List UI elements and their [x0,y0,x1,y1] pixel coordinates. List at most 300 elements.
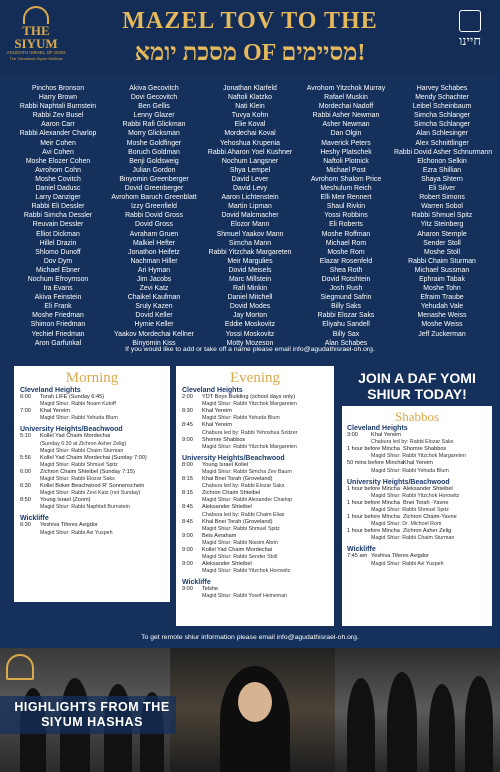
name-entry: Izzy Greenfield [131,203,177,211]
name-entry: Moshe Tohn [423,285,461,293]
name-entry: Rabbi Alexander Charlop [19,130,97,138]
photo-figure [429,684,455,772]
name-entry: Naftoli Plotnick [323,157,369,165]
name-entry: Avrohom Shalom Price [310,175,382,183]
name-entry: Michael Sussman [414,266,470,274]
schedule-location: Khal Yereim [371,432,401,438]
name-entry: Meir Margulies [227,257,273,265]
schedule-location: Khal Bnei Torah (Groveland) [202,475,273,482]
schedule-row [20,433,164,440]
name-entry: Shaul Rivkin [326,203,366,211]
schedule-time: 1 hour before Mincha [347,485,400,492]
schedule-detail: Magid Shiur: Rabbi Avi Yuspeh [40,529,113,536]
photo-figure [387,672,417,772]
schedule-location: Khal Yereim [40,408,70,415]
join-heading-line2: SHIUR TODAY! [367,386,467,402]
photo-figure [465,676,493,772]
schedule-location: Telshe [202,586,219,593]
name-entry: Benji Goldsweig [129,157,179,165]
schedule-row [182,462,328,469]
schedule-time: 9:00 [182,436,193,443]
schedule-detail: Chabura led by: Rabbi Elozar Saks [202,483,285,490]
name-entry: Aaron Lichtenstein [221,194,279,202]
name-entry: Pinchos Bronson [31,85,85,92]
schedule-time: 8:50 [20,497,31,504]
morning-title: Morning [65,370,119,386]
name-entry: Moshe Stoll [423,248,460,256]
name-entry: Elliot Dickman [36,230,80,238]
name-entry: Aaron Carr [41,121,75,129]
schedule-detail: Magid Shiur: Rabbi Noam Kutoff [40,401,116,408]
photo-crowd-right [335,648,500,772]
schedule-location: Young Israel (Zoom) [40,497,91,504]
schedule-time: 6:00 [20,468,31,475]
schedule-time: 6:30 [20,522,31,529]
schedule-row [182,476,328,483]
name-entry: Akiva Feinstein [34,294,82,302]
name-entry: Alan Schlesinger [416,130,468,138]
schedule-detail: Magid Shiur: Rabbi Yitzchok Margareten [202,401,297,408]
schedule-row [20,408,164,415]
evening-body [182,387,328,600]
schedule-time: 1 hour before Mincha [347,528,400,535]
name-entry: Eddie Moskovitz [224,321,276,329]
schedule-location: Zichron Chaim Shteibel (Sunday 7:15) [40,468,135,475]
schedule-time: 5:56 [20,454,31,461]
name-entry: Rabbi Zev Busel [32,112,84,120]
name-entry: Morry Glicksman [128,130,180,138]
schedule-detail: Magid Shiur: Rabbi Shmuel Spitz [40,461,118,468]
name-entry: Elazar Rosenfeld [319,257,373,265]
schedule-row [20,394,164,401]
name-entry: Dovid Meisels [228,266,272,274]
name-entry: Yossi Robbins [324,212,368,220]
header-banner [0,0,500,74]
name-entry: Rabbi Simcha Dessler [23,212,93,220]
name-entry: Reuvain Dessler [32,221,84,229]
name-entry: Nochum Efroymson [27,275,89,283]
names-column [10,84,106,348]
schedule-location: Beis Avraham [202,532,237,539]
schedule-location: Aleksander Shteibel [403,485,453,492]
name-entry: Heshy Platschek [320,148,372,156]
section-heading: Wickliffe [20,515,49,523]
schedule-location: Shomre Shabbos [403,446,447,453]
name-entry: Moshe Covitch [35,175,81,183]
name-entry: Avrohom Cohn [35,166,81,174]
schedule-detail: Magid Shiur: Rabbi Shmuel Spitz [371,506,449,513]
schedule-time: 9:00 [182,532,193,539]
name-entry: Ben Gellis [138,103,170,111]
schedule-location: Kollel Yad Chaim Mordechai [202,546,273,553]
name-entry: Josh Rush [329,285,363,293]
name-entry: Siegmund Safrin [320,294,372,302]
schedule-detail: Chabura led by: Rabbi Chaim Elias [202,511,285,518]
section-heading: University Heights/Beachwood [20,426,123,434]
schedule-row [20,522,164,529]
page-title-line2: מסכת יומא OF מסיימים! [134,40,366,66]
name-entry: Boruch Goldman [128,148,180,156]
name-entry: Chaikel Kaufman [127,294,181,302]
schedule-row [347,500,487,507]
schedule-detail: Magid Shiur: Rabbi Yitzchok Horowitz [371,492,460,499]
schedule-row [347,432,487,439]
name-entry: Eliyahu Sandell [322,321,370,329]
schedule-time: 7:45 am [347,553,368,560]
name-entry: Moshe Goldfinger [126,139,182,147]
name-entry: Yechiel Friedman [31,330,85,338]
schedule-detail: Magid Shiur: Rabbi Chaim Sturman [371,535,455,542]
name-entry: Harvey Schabes [416,85,468,92]
name-entry: Yossi Moskovitz [225,330,275,338]
schedule-time: 1 hour before Mincha [347,513,400,520]
morning-body [20,387,164,537]
chayeinu-emblem-icon [446,8,494,66]
remote-shiur-note: To get remote shiur information please email info@agudathisrael-oh.org. [141,634,359,641]
name-entry: Yitz Steinberg [420,221,464,229]
schedule-detail: Magid Shiur: Rabbi Yehuda Blum [40,415,118,422]
name-entry: Aharon Stemple [417,230,467,238]
name-entry: Avrohom Yitzchok Murray [306,85,386,92]
evening-title: Evening [230,370,280,386]
chayeinu-logo-text: חיינו [458,34,482,49]
schedule-location: Khal Yereim [403,460,433,467]
name-entry: Maverick Peters [321,139,371,147]
name-entry: Julian Gordon [132,166,176,174]
name-entry: Elozor Mann [230,221,270,229]
schedule-detail: Magid Shiur: Rabbi Yosef Heineman [202,593,288,600]
name-entry: Hillel Drazin [39,239,77,247]
name-entry: Eli Frank [44,303,72,311]
schedule-location: Zichron Chaim Shteibel [202,490,261,497]
name-entry: Daniel Mitchell [227,294,273,302]
photo-figure [347,678,375,772]
schedule-location: Kollel Yad Chaim Mordechai [40,433,111,440]
schedule-time: 8:30 [182,408,193,415]
name-entry: Elchonon Selkin [417,157,467,165]
name-entry: Dovid Modes [229,303,271,311]
schedule-row [20,469,164,476]
name-entry: Akiva Gecovitch [129,85,179,92]
name-entry: Dovid Rotshtein [321,275,371,283]
name-entry: Shaya Shtern [421,175,463,183]
schedule-detail: Magid Shiur: Rabbi Simcha Zev Baum [202,468,292,475]
name-entry: Sender Stoll [423,239,461,247]
names-column [106,84,202,348]
name-entry: Dovid Gross [135,221,173,229]
name-entry: Marc Millstein [228,275,272,283]
schedule-detail: Magid Shiur: Dr. Michoel Rom [371,521,442,528]
name-entry: Dov Dym [43,257,73,265]
name-entry: Efraim Traube [420,294,464,302]
name-entry: Eli Silver [428,185,456,193]
name-entry: Malkiel Hefter [132,239,176,247]
siyum-crest-icon [6,6,66,64]
schedule-time: 9:00 [182,586,193,593]
name-entry: Rafael Muskin [324,94,368,102]
name-entry: Jay Morton [232,312,268,320]
name-entry: Nati Klein [235,103,265,111]
name-entry: Binyomin Greenberger [119,175,189,183]
name-entry: Moshe Weiss [421,321,463,329]
schedule-row [182,422,328,429]
name-entry: Jeff Zuckerman [418,330,466,338]
name-entry: Dan Olgin [330,130,362,138]
schedule-row [182,519,328,526]
name-entry: Moshe Roffman [321,230,371,238]
schedule-detail: Magid Shiur: Rabbi Sender Stoll [202,554,278,561]
page-title-line1: MAZEL TOV TO THE [122,8,378,34]
name-entry: Larry Danziger [35,194,81,202]
name-entry: Michael Post [326,166,366,174]
name-entry: Rabbi Yitzchak Margareten [208,248,292,256]
schedule-row [347,460,487,467]
schedule-location: Yeshiva Tiferes Avigdor [371,553,429,560]
names-column [298,84,394,348]
name-entry: Daniel Dadusc [35,185,81,193]
schedule-row [182,547,328,554]
schedule-detail: Magid Shiur: Rabbi Naphtali Burnstein [40,504,130,511]
section-heading: Wickliffe [182,579,211,587]
schedule-row [20,483,164,490]
schedule-location: Aleksander Shteibel [202,504,252,511]
name-entry: David Levy [232,185,268,193]
name-entry: Dovi Gecovitch [130,94,178,102]
photo-face [238,682,272,722]
schedule-location: Zichron Asher Zelig [403,528,452,535]
name-entry: Michael Ebner [35,266,81,274]
name-entry: Nochum Langsner [221,157,279,165]
schedule-detail: Chabura led by: Rabbi Elozar Saks [371,439,454,446]
schedule-row [347,514,487,521]
schedule-time: 6:30 [20,482,31,489]
name-entry: Leibel Scheinbaum [412,103,472,111]
name-entry: Tuvya Kohn [231,112,269,120]
name-entry: Rafi Minkin [232,285,268,293]
schedule-location: YDT Boys Building (school days only) [202,394,296,400]
schedule-row [347,528,487,535]
schedule-location: Aleksander Shteibel [202,561,252,568]
name-entry: Moshe Rom [327,248,365,256]
schedule-detail: Magid Shiur: Rabbi Yitzchok Horowitz [202,568,291,575]
name-entry: Menashe Weiss [417,312,467,320]
name-entry: Ari Hyman [137,266,171,274]
schedule-time: 8:00 [182,461,193,468]
schedule-detail: Chabura led by: Rabbi Yehoshua Snitzer [202,429,298,436]
name-entry: Yehoshua Krupenia [220,139,280,147]
name-entry: Rabbi Elozar Saks [317,312,375,320]
schedule-detail: Magid Shiur: Rabbi Elozar Saks [40,475,115,482]
crest-arch [23,6,49,24]
schedule-row [20,455,164,462]
schedule-detail: Magid Shiur: Rabbi Alexander Charlop [202,497,293,504]
name-entry: Billy Saks [331,303,361,311]
name-entry: Binyomin Kiss [132,339,176,347]
name-entry: Shlomo Dunoff [35,248,81,256]
name-entry: Shmuel Yaakov Mann [216,230,284,238]
name-entry: Elli Meir Rennert [320,194,372,202]
schedule-time: 1 hour before Mincha [347,499,400,506]
names-column [394,84,493,339]
name-entry: Jonathan Klarfeld [223,85,277,92]
schedule-detail: Magid Shiur: Rabbi Chaim Sturman [40,447,124,454]
schedule-location: Kollel Boker Beachwood R' Sonnenschein [40,482,145,489]
schedule-time: 8:15 [182,475,193,482]
shabbos-schedule-panel [342,406,492,626]
names-column [202,84,298,348]
shabbos-body [347,425,487,568]
schedule-time: 7:00 [20,408,31,415]
schedule-detail: Magid Shiur: Rabbi Avi Yuspeh [371,560,444,567]
schedule-row [20,497,164,504]
name-entry: Motty Mozeson [226,339,274,347]
name-entry: Harry Brown [38,94,78,102]
name-entry: Rabbi Asher Newman [312,112,380,120]
name-entry: Michael Rom [325,239,367,247]
highlights-line2: SIYUM HASHAS [41,715,143,729]
name-entry: Ira Evans [43,285,73,293]
schedule-time: 6:00 [20,394,31,400]
schedule-row [182,533,328,540]
schedule-time: 8:45 [182,504,193,511]
schedule-location: Shomre Shabbos [202,436,246,443]
logo-text: THE SIYUM [14,23,58,51]
schedule-row [182,561,328,568]
schedule-location: Kollel Yad Chaim Mordechai (Sunday 7:00) [40,454,147,461]
schedule-detail: Magid Shiur: Rabbi Shmuel Spitz [202,525,280,532]
name-entry: Moshe Friedman [32,312,84,320]
schedule-row [347,486,487,493]
name-entry: Warren Sobol [421,203,463,211]
name-entry: Yaakov Mordechai Kellner [114,330,194,338]
schedule-location: Torah LIFE (Sunday 6:45) [40,394,105,400]
schedule-location: Khal Yereim [202,408,232,415]
name-entry: Avi Cohen [42,148,74,156]
schedule-detail: Magid Shiur: Rabbi Nissim Abrin [202,539,278,546]
photo-speaker [170,648,335,772]
schedule-time: 9:00 [182,546,193,553]
highlights-caption [12,700,172,730]
name-entry: Meshulum Reich [320,185,372,193]
schedule-row [182,490,328,497]
name-entry: Shya Lempel [229,166,271,174]
name-entry: Zevi Katz [139,285,169,293]
morning-schedule-panel [14,366,170,602]
schedule-row [182,586,328,593]
schedule-time: 2:00 [182,394,193,400]
section-heading: Cleveland Heights [182,387,243,394]
name-entry: Avrohom Baruch Greenblatt [111,194,197,202]
name-entry: Rabbi Naphtali Burnstein [19,103,97,111]
name-entry: Elie Koval [234,121,266,129]
schedule-time: 1 hour before Mincha [347,446,400,453]
schedule-time: 8:15 [182,490,193,497]
section-heading: University Heights/Beachwood [347,478,450,486]
name-entry: Rabbi Eli Dessler [31,203,85,211]
schedule-location: Zichron Chaim-Yavne [403,513,457,520]
name-entry: Simcha Mann [228,239,272,247]
section-heading: Cleveland Heights [20,387,81,394]
name-entry: Meir Cohen [40,139,76,147]
schedule-detail: Magid Shiur: Rabbi Yehuda Blum [371,467,449,474]
name-entry: Asher Newman [322,121,370,129]
name-entry: Hymie Keller [134,321,174,329]
name-entry: Sruly Kazen [135,303,173,311]
evening-schedule-panel [176,366,334,626]
name-entry: Dovid Malcmacher [221,212,279,220]
name-entry: Rabbi Aharon Yoel Kushner [207,148,293,156]
schedule-detail: (Sunday 6:30 at Zichron Asher Zelig) [40,440,127,447]
schedule-location: Young Israel Kollel [202,461,249,468]
name-entry: Jonathon Heifetz [128,248,180,256]
name-entry: Yehudah Vale [420,303,464,311]
siyum-small-logo-icon [6,654,34,680]
schedule-time: 8:45 [182,422,193,429]
schedule-row [182,408,328,415]
schedule-row [347,553,487,560]
name-entry: Avraham Gruen [129,230,179,238]
shabbos-title: Shabbos [394,409,440,424]
schedule-location: Yeshiva Tiferes Avigdor [40,522,98,529]
name-entry: Moshe Elozer Cohen [25,157,91,165]
logo-subtext: AGUDATH ISRAEL OF OHIO [6,50,66,55]
name-entry: Mordechai Koval [224,130,276,138]
schedule-time: 9:00 [182,561,193,568]
name-entry: David Lever [231,175,269,183]
name-entry: Simcha Schlanger [414,121,470,129]
name-entry: Simcha Schlanger [414,112,470,120]
name-entry: Martin Lipman [228,203,272,211]
name-entry: Shea Roth [329,266,363,274]
emblem-box [459,10,481,32]
name-entry: Billy Sax [332,330,360,338]
schedule-row [182,504,328,511]
name-entry: Rabbi Dovid Asher Schnurmann [394,148,493,156]
name-entry: Rabbi Shmuel Spitz [411,212,473,220]
highlights-line1: HIGHLIGHTS FROM THE [14,700,170,714]
schedule-row [347,446,487,453]
name-entry: Eli Roberts [329,221,363,229]
schedule-row [182,437,328,444]
name-entry: Aron Garfunkal [34,339,82,347]
name-entry: Lenny Glazer [133,112,175,120]
name-entry: Jim Jacobs [136,275,172,283]
name-entry: Mordechai Nadoff [318,103,374,111]
name-entry: Rabbi Chaim Sturman [408,257,476,265]
schedule-time: 8:45 [182,518,193,525]
schedule-location: Bnei Torah -Yavne [403,499,449,506]
name-entry: Alex Schnittlinger [415,139,469,147]
section-heading: Wickliffe [347,546,376,554]
logo-subtext-2: The Cleveland Siyum HaShas [9,56,63,61]
name-entry: Naftoli Klatzko [227,94,273,102]
schedule-detail: Magid Shiur: Rabbi Yitzchok Margareten [371,453,466,460]
name-entry: Ezra Shillian [422,166,462,174]
name-entry: Shimon Friedman [30,321,86,329]
schedule-row [182,394,328,401]
name-entry: Alan Schabes [324,339,368,347]
schedule-location: Khal Yereim [202,422,232,429]
names-grid [10,84,493,347]
schedule-detail: Magid Shiur: Rabbi Yitzchok Margareten [202,443,297,450]
name-entry: Rabbi Dovid Gross [125,212,183,220]
schedule-detail: Magid Shiur: Rabbi Yehuda Blum [202,415,280,422]
name-entry: Dovid Greenberger [124,185,184,193]
section-heading: University Heights/Beachwood [182,454,285,462]
name-entry: Mendy Schachter [415,94,469,102]
name-entry: Ephraim Tabak [419,275,465,283]
schedule-time: 5:10 [20,433,31,440]
